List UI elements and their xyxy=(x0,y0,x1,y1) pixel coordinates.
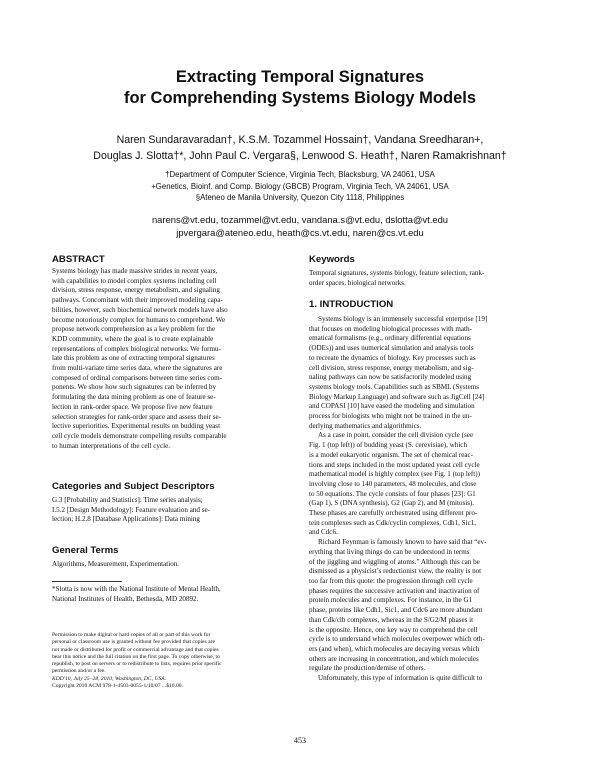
intro-line: cell division, stress response, energy metabolism, and sig- xyxy=(309,363,474,372)
intro-line: erything that living things do can be understood in terms xyxy=(309,547,470,556)
intro-line: involving close to 140 parameters, 48 molecules, and close xyxy=(309,479,477,488)
footnote xyxy=(52,585,296,604)
abstract-line: composed of ordinal comparisons between time series com- xyxy=(52,373,223,382)
intro-line: naling pathways can now be satisfactorily modeled using xyxy=(309,373,472,382)
intro-line: Systems biology is an immensely successful enterprise [19] xyxy=(318,315,488,323)
abstract-line: lective superiorities. Experimental results on budding yeast xyxy=(52,422,221,431)
intro-line: regulate the production/demise of others. xyxy=(309,664,426,673)
intro-line: dismissed as a physicist’s reductionist view, the reality is not xyxy=(309,567,482,576)
keywords-line: order spaces, biological networks. xyxy=(309,278,406,287)
abstract-line: division, stress response, energy metabolism, and signaling xyxy=(52,286,220,295)
abstract-heading: ABSTRACT xyxy=(52,254,105,265)
intro-line: derlying mathematics and algorithmics. xyxy=(309,421,422,430)
intro-line: others are increasing in concentration, and which molecules xyxy=(309,654,479,663)
affiliation-3: §Ateneo de Manila University, Quezon City 1118, Philippines xyxy=(195,193,405,202)
categories-line: lection; H.2.8 [Database Applications]: Data mining xyxy=(52,515,200,524)
abstract-line: with capabilities to model complex systems including cell xyxy=(52,276,217,285)
permission-line: republish, to post on servers or to redistribute to lists, requires prior specific xyxy=(52,661,222,668)
permission-line: personal or classroom use is granted without fee provided that copies are xyxy=(52,639,215,646)
abstract-line: bilities, however, such biochemical network models have also xyxy=(52,305,228,314)
intro-line: (ODEs)) and uses numerical simulation and analysis tools xyxy=(309,344,474,353)
intro-line: to 50 equations. The cycle consists of four phases [23]: G1 xyxy=(309,489,476,498)
intro-line: process for biologists who might not be trained in the un- xyxy=(309,412,472,421)
footnote-line: National Institutes of Health, Bethesda, MD 20892. xyxy=(52,594,199,603)
general-terms-body xyxy=(52,560,296,570)
intro-line: Richard Feynman is famously known to have said that “ev- xyxy=(318,538,487,547)
general-terms-heading: General Terms xyxy=(52,545,119,556)
footnote-rule xyxy=(52,581,122,582)
keywords-line: Temporal signatures, systems biology, feature selection, rank- xyxy=(309,269,485,277)
permission-notice xyxy=(52,632,296,690)
intro-line: mathematical model is highly complex (see Fig. 1 (top left)) xyxy=(309,470,480,479)
intro-line: ers (and when), which molecules are decaying versus which xyxy=(309,644,480,653)
intro-line: phase, proteins like Cdh1, Sic1, and Cdc6 are more abundant xyxy=(309,606,483,615)
keywords-heading: Keywords xyxy=(309,254,355,265)
permission-line: KDD'10, July 25–28, 2010, Washington, DC, USA. xyxy=(52,675,167,682)
abstract-body xyxy=(52,267,296,451)
abstract-line: become notoriously complex for humans to comprehend. We xyxy=(52,315,226,324)
intro-line: is a model eukaryotic organism. The set of chemical reac- xyxy=(309,450,474,459)
intro-line: Unfortunately, this type of information is quite difficult to xyxy=(318,674,483,683)
intro-line: phases requires the successive activation and inactivation of xyxy=(309,586,480,595)
intro-line: Biology Markup Language) and software such as JigCell [24] xyxy=(309,392,485,401)
intro-line: ematical formalisms (e.g., ordinary differential equations xyxy=(309,334,471,343)
abstract-line: formulating the data mining problem as one of feature se- xyxy=(52,393,216,402)
introduction-heading: 1. INTRODUCTION xyxy=(309,299,394,310)
intro-line: than Cdk/clb complexes, whereas in the S/G2/M phases it xyxy=(309,615,474,624)
categories-line: I.5.2 [Design Methodology]: Feature evaluation and se- xyxy=(52,505,210,514)
categories-line: G.3 [Probability and Statistics]: Time series analysis; xyxy=(52,496,203,504)
keywords-body xyxy=(309,269,552,288)
intro-line: too far from this quote: the progression through cell cycle xyxy=(309,576,473,585)
permission-line: Copyright 2010 ACM 978-1-4503-0055-1/10/07 ...$10.00. xyxy=(52,683,183,690)
abstract-line: cell cycle models demonstrate compelling results comparable xyxy=(52,431,227,440)
abstract-line: late this problem as one of extracting temporal signatures xyxy=(52,354,215,363)
categories-body xyxy=(52,496,296,525)
intro-line: cycle is to understand which molecules overpower which oth- xyxy=(309,635,485,644)
authors-line-2: Douglas J. Slotta†*, John Paul C. Vergara§, Lenwood S. Heath†, Naren Ramakrishnan† xyxy=(93,150,507,162)
abstract-line: to human interpretations of the cell cycle. xyxy=(52,441,170,450)
affiliation-1: †Department of Computer Science, Virginia Tech, Blacksburg, VA 24061, USA xyxy=(165,170,435,179)
abstract-line: from multi-variate time series data, where the signatures are xyxy=(52,364,223,373)
footnote-line: *Slotta is now with the National Institute of Mental Health, xyxy=(52,585,221,593)
intro-line: to recreate the dynamics of biology. Key processes such as xyxy=(309,353,476,362)
intro-line: tions and steps included in the most updated yeast cell cycle xyxy=(309,460,480,469)
abstract-line: Systems biology has made massive strides in recent years, xyxy=(52,267,218,275)
intro-line: systems biology tools. Capabilities such as SBML (Systems xyxy=(309,382,479,391)
permission-line: permission and/or a fee. xyxy=(52,668,106,675)
permission-line: Permission to make digital or hard copies of all or part of this work for xyxy=(52,632,211,638)
authors-line-1: Naren Sundaravaradan†, K.S.M. Tozammel Hossain†, Vandana Sreedharan+, xyxy=(116,134,484,146)
general-terms-text: Algorithms, Measurement, Experimentation. xyxy=(52,560,180,568)
abstract-line: pathways. Concomitant with their improved modeling capa- xyxy=(52,296,223,305)
introduction-body xyxy=(309,315,552,684)
intro-line: Fig. 1 (top left)) of budding yeast (S. cerevisiae), which xyxy=(309,441,467,450)
categories-heading: Categories and Subject Descriptors xyxy=(52,481,215,492)
affiliation-2: +Genetics, Bioinf. and Comp. Biology (GBCB) Program, Virginia Tech, VA 24061, USA xyxy=(151,181,449,191)
intro-line: These phases are carefully orchestrated using different pro- xyxy=(309,509,478,518)
permission-line: not made or distributed for profit or commercial advantage and that copies xyxy=(52,646,219,653)
intro-line: that focuses on modeling biological processes with math- xyxy=(309,324,472,333)
abstract-line: KDD community, where the goal is to create explainable xyxy=(52,334,214,343)
intro-line: (Gap 1), S (DNA synthesis), G2 (Gap 2), and M (mitosis). xyxy=(309,499,475,508)
page-number: 453 xyxy=(294,736,306,745)
abstract-line: representations of complex biological networks. We formu- xyxy=(52,344,221,353)
intro-line: of the jiggling and wiggling of atoms.” Although this can be xyxy=(309,557,480,566)
emails-line-2: jpvergara@ateneo.edu, heath@cs.vt.edu, naren@cs.vt.edu xyxy=(176,226,424,238)
abstract-line: selection strategies for rank-order space and assess their se- xyxy=(52,412,221,421)
intro-line: is the opposite. Hence, one key way to comprehend the cell xyxy=(309,625,478,634)
abstract-line: propose network comprehension as a key problem for the xyxy=(52,325,216,334)
paper-title-line-1: Extracting Temporal Signatures xyxy=(175,68,425,86)
intro-line: tein complexes such as Cdk/cyclin complexes, Cdh1, Sic1, xyxy=(309,518,477,527)
emails-line-1: narens@vt.edu, tozammel@vt.edu, vandana.s@vt.edu, dslotta@vt.edu xyxy=(151,214,449,225)
paper-title-line-2: for Comprehending Systems Biology Models xyxy=(123,89,477,107)
intro-line: protein molecules and complexes. For instance, in the G1 xyxy=(309,596,473,605)
abstract-line: lection in rank-order space. We propose five new feature xyxy=(52,402,213,411)
intro-line: As a case in point, consider the cell division cycle (see xyxy=(318,431,474,440)
abstract-line: ponents. We show how such signatures can be inferred by xyxy=(52,383,216,392)
permission-line: bear this notice and the full citation on the first page. To copy otherwise, to xyxy=(52,653,220,660)
intro-line: and Cdc6. xyxy=(309,528,338,537)
intro-line: and COPASI [10] have eased the modeling and simulation xyxy=(309,402,475,411)
